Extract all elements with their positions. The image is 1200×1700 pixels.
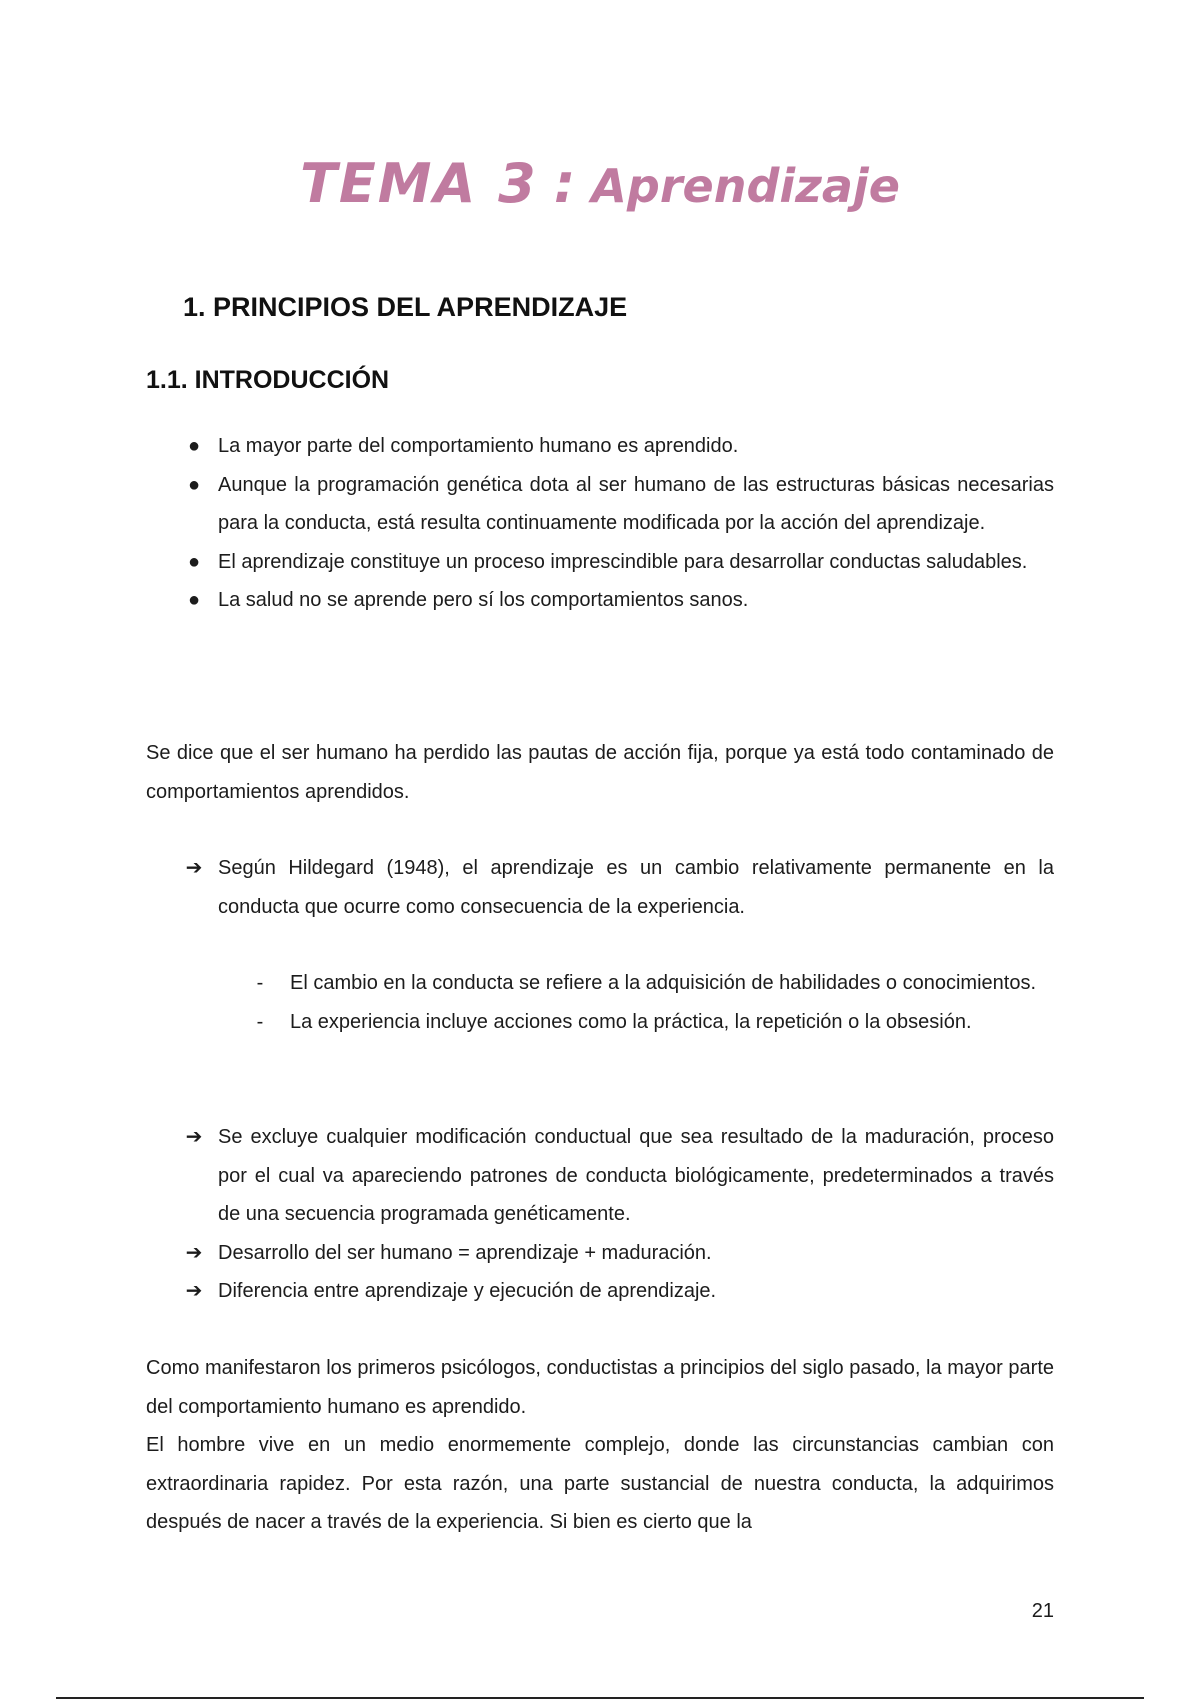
footer-divider — [56, 1697, 1144, 1699]
page-number: 21 — [1031, 1600, 1054, 1622]
list-item — [187, 581, 1054, 620]
list-item-text: Desarrollo del ser humano = aprendizaje + maduración. — [218, 1241, 712, 1264]
list-item-text: La mayor parte del comportamiento humano es aprendido. — [218, 435, 739, 457]
paragraph-2: Como manifestaron los primeros psicólogos, conductistas a principios del siglo pasado, la mayor parte del comportamiento humano es aprendido. — [146, 1357, 1054, 1418]
list-item-text: El aprendizaje constituye un proceso imprescindible para desarrollar conductas saludables. — [218, 550, 1028, 573]
list-item-text: Según Hildegard (1948), el aprendizaje es un cambio relativamente permanente en la conducta que ocurre como consecuencia de la experiencia. — [218, 857, 1054, 918]
page-title — [0, 152, 1200, 215]
dash-list — [256, 964, 1054, 1041]
title-subtitle: Aprendizaje — [591, 159, 900, 213]
arrow-list-2 — [185, 1118, 1054, 1311]
paragraph-3: El hombre vive en un medio enormemente complejo, donde las circunstancias cambian con extraordinaria rapidez. Por esta razón, una parte sustancial de nuestra conducta, la adquirimos después de nacer a través de la experiencia. Si bien es cierto que la — [146, 1434, 1054, 1533]
section-heading: 1. PRINCIPIOS DEL APRENDIZAJE — [183, 292, 628, 322]
bullet-icon: ● — [187, 473, 201, 496]
list-item — [187, 543, 1054, 582]
list-item-text: Se excluye cualquier modificación conductual que sea resultado de la maduración, proceso por el cual va apareciendo patrones de conducta biológicamente, predeterminados a través de una secuencia programada genéticamente. — [218, 1126, 1054, 1225]
list-item-text: Diferencia entre aprendizaje y ejecución de aprendizaje. — [218, 1280, 717, 1302]
bullet-list — [187, 427, 1054, 620]
list-item — [256, 1003, 1054, 1042]
arrow-icon: ➔ — [185, 1126, 203, 1148]
list-item-text: Aunque la programación genética dota al ser humano de las estructuras básicas necesarias para la conducta, está resulta continuamente modificada por la acción del aprendizaje. — [218, 473, 1054, 534]
list-item — [185, 1118, 1054, 1234]
bullet-icon: ● — [187, 550, 201, 573]
list-item — [185, 849, 1054, 926]
list-item — [187, 427, 1054, 466]
list-item-text: El cambio en la conducta se refiere a la adquisición de habilidades o conocimientos. — [290, 972, 1037, 994]
dash-icon: - — [256, 1010, 264, 1033]
arrow-list-1 — [185, 849, 1054, 926]
arrow-icon: ➔ — [185, 1241, 203, 1264]
paragraph-1: Se dice que el ser humano ha perdido las pautas de acción fija, porque ya está todo contaminado de comportamientos aprendidos. — [146, 742, 1054, 803]
list-item-text: La salud no se aprende pero sí los comportamientos sanos. — [218, 589, 749, 611]
list-item — [185, 1234, 1054, 1273]
list-item — [187, 466, 1054, 543]
title-separator: : — [553, 152, 576, 215]
dash-icon: - — [256, 972, 264, 994]
title-main: TEMA 3 — [300, 152, 538, 215]
list-item-text: La experiencia incluye acciones como la práctica, la repetición o la obsesión. — [290, 1010, 972, 1033]
arrow-icon: ➔ — [185, 857, 203, 879]
list-item — [185, 1272, 1054, 1311]
bullet-icon: ● — [187, 435, 201, 457]
arrow-icon: ➔ — [185, 1280, 203, 1302]
subsection-heading: 1.1. INTRODUCCIÓN — [146, 366, 390, 394]
bullet-icon: ● — [187, 589, 201, 611]
list-item — [256, 964, 1054, 1003]
